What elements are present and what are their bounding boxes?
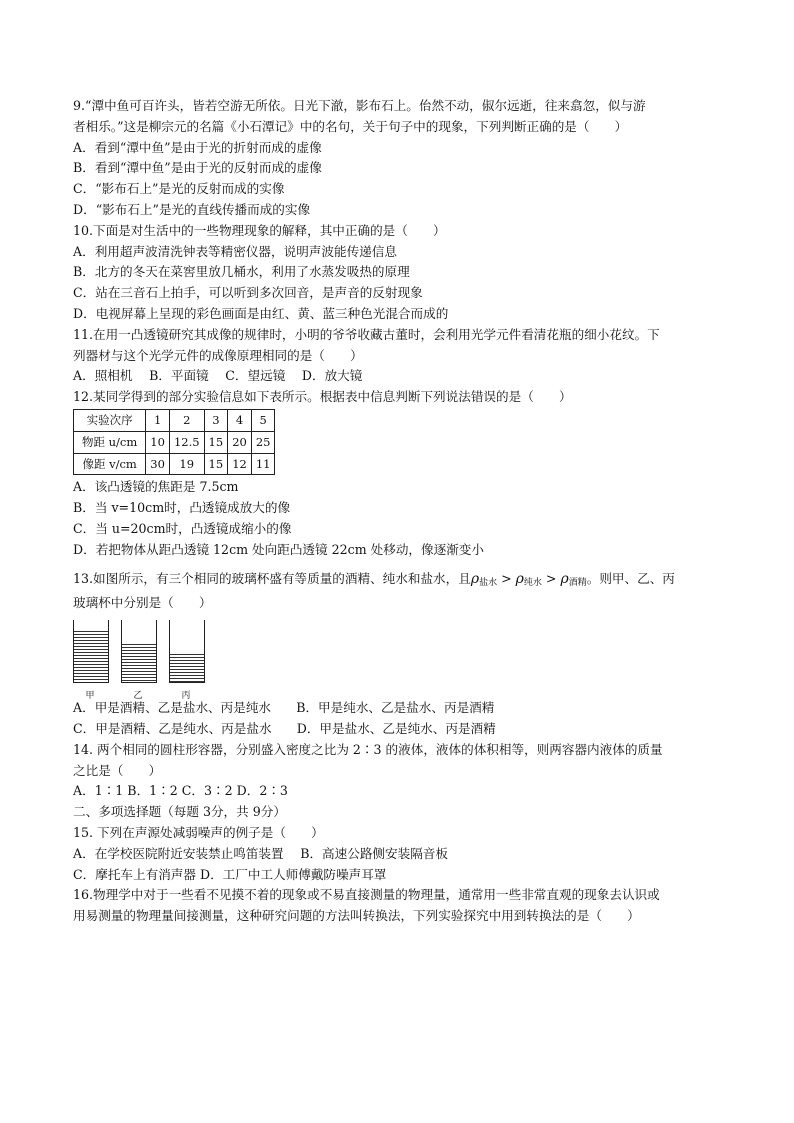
table-cell: 像距 v/cm xyxy=(74,453,146,475)
q14-stem-line2: 之比是（ ） xyxy=(73,762,162,778)
rho-sub-saltwater: 盐水 xyxy=(479,577,498,588)
table-cell: 11 xyxy=(251,453,275,475)
q14-options: A．1∶1 B．1∶2 C．3∶2 D．2∶3 xyxy=(73,783,288,799)
table-cell: 15 xyxy=(204,431,228,453)
rho-symbol: ρ xyxy=(470,570,480,587)
beaker-label: 丙 xyxy=(181,691,191,702)
q13-options-line2: C．甲是酒精、乙是纯水、丙是盐水 D．甲是盐水、乙是纯水、丙是酒精 xyxy=(73,720,496,736)
rho-symbol: ρ xyxy=(515,570,524,587)
rho-sub-water: 纯水 xyxy=(523,577,542,588)
q13-options-line1: A．甲是酒精、乙是盐水、丙是纯水 B．甲是纯水、乙是盐水、丙是酒精 xyxy=(73,700,495,716)
q9-option-d: D．“影布石上”是光的直线传播而成的实像 xyxy=(73,201,311,217)
table-cell: 19 xyxy=(169,453,204,475)
q9-stem-line1: 9.“潭中鱼可百许头，皆若空游无所依。日光下澈，影布石上。佁然不动，俶尔远逝，往来翕忽，似与游 xyxy=(73,98,646,113)
table-cell: 30 xyxy=(146,453,170,475)
q11-stem-line1: 11.在用一凸透镜研究其成像的规律时，小明的爷爷收藏古董时，会利用光学元件看清花瓶的细小花纹。下 xyxy=(73,326,660,342)
table-header-cell: 1 xyxy=(146,409,170,431)
table-cell: 20 xyxy=(228,431,252,453)
q15-options-line2: C．摩托车上有消声器 D．工厂中工人师傅戴防噪声耳罩 xyxy=(73,866,387,882)
q12-option-d: D．若把物体从距凸透镜 12cm 处向距凸透镜 22cm 处移动，像逐渐变小 xyxy=(73,541,484,557)
q15-options-line1: A．在学校医院附近安装禁止鸣笛装置 B．高速公路侧安装隔音板 xyxy=(73,845,448,861)
q16-stem-line1: 16.物理学中对于一些看不见摸不着的现象或不易直接测量的物理量，通常用一些非常直观的现象去认识或 xyxy=(73,887,660,903)
q12-option-c: C．当 u=20cm时，凸透镜成缩小的像 xyxy=(73,520,292,536)
beaker-label: 甲 xyxy=(85,691,95,702)
q14-stem-line1: 14. 两个相同的圆柱形容器，分别盛入密度之比为 2∶3 的液体，液体的体积相等，则两容器内液体的质量 xyxy=(73,741,663,757)
q12-stem: 12.某同学得到的部分实验信息如下表所示。根据表中信息判断下列说法错误的是（ ） xyxy=(73,389,572,405)
exam-content xyxy=(73,96,723,927)
q10-stem: 10.下面是对生活中的一些物理现象的解释，其中正确的是（ ） xyxy=(73,222,446,238)
q15-stem: 15. 下列在声源处减弱噪声的例子是（ ） xyxy=(73,824,324,840)
table-cell: 12 xyxy=(228,453,252,475)
q9-option-a: A．看到“潭中鱼”是由于光的折射而成的虚像 xyxy=(73,139,322,155)
q13-stem-line1 xyxy=(73,569,723,594)
q11-stem-line2: 列器材与这个光学元件的成像原理相同的是（ ） xyxy=(73,347,363,363)
table-header-cell: 4 xyxy=(228,409,252,431)
q10-option-a: A．利用超声波清洗钟表等精密仪器，说明声波能传递信息 xyxy=(73,243,397,259)
q10-option-d: D．电视屏幕上呈现的彩色画面是由红、黄、蓝三种色光混合而成的 xyxy=(73,305,449,321)
beaker-jia xyxy=(73,620,109,683)
table-row xyxy=(74,453,275,475)
table-row xyxy=(74,431,275,453)
q11-options: A．照相机 B．平面镜 C．望远镜 D．放大镜 xyxy=(73,368,363,384)
q13-stem-pre: 13.如图所示，有三个相同的玻璃杯盛有等质量的酒精、纯水和盐水，且 xyxy=(73,570,471,586)
q9-option-c: C．“影布石上”是光的反射而成的实像 xyxy=(73,181,285,197)
rho-symbol: ρ xyxy=(560,570,569,587)
rho-sub-alcohol: 酒精 xyxy=(568,577,587,588)
table-header-cell: 实验次序 xyxy=(74,409,146,431)
table-cell: 物距 u/cm xyxy=(74,431,146,453)
table-cell: 15 xyxy=(204,453,228,475)
beaker-liquid xyxy=(122,644,156,682)
q16-stem-line2: 用易测量的物理量间接测量，这种研究问题的方法叫转换法，下列实验探究中用到转换法的是（ ） xyxy=(73,908,640,924)
table-cell: 25 xyxy=(251,431,275,453)
beaker-figure xyxy=(73,620,723,702)
table-header-cell: 5 xyxy=(251,409,275,431)
table-cell: 12.5 xyxy=(169,431,204,453)
beaker-liquid xyxy=(170,654,204,682)
table-header-cell: 3 xyxy=(204,409,228,431)
q12-option-a: A．该凸透镜的焦距是 7.5cm xyxy=(73,479,239,495)
table-header-cell: 2 xyxy=(169,409,204,431)
q10-option-c: C．站在三音石上拍手，可以听到多次回音，是声音的反射现象 xyxy=(73,285,423,301)
q9-option-b: B．看到“潭中鱼”是由于光的反射而成的虚像 xyxy=(73,160,322,176)
table-cell: 10 xyxy=(146,431,170,453)
beaker-bing xyxy=(169,620,205,683)
q10-option-b: B．北方的冬天在菜窖里放几桶水，利用了水蒸发吸热的原理 xyxy=(73,264,410,280)
q13-stem-line2: 玻璃杯中分别是（ ） xyxy=(73,595,212,611)
gt-sign: > xyxy=(497,570,516,586)
experiment-table xyxy=(73,409,275,475)
q12-option-b: B．当 v=10cm时，凸透镜成放大的像 xyxy=(73,500,291,516)
beaker-liquid xyxy=(74,631,108,682)
q9-stem-line2: 者相乐。”这是柳宗元的名篇《小石潭记》中的名句，关于句子中的现象，下列判断正确的是（ ） xyxy=(73,118,628,134)
gt-sign: > xyxy=(541,570,561,586)
section-heading: 二、多项选择题（每题 3分，共 9分） xyxy=(73,804,286,820)
beaker-label: 乙 xyxy=(133,691,143,702)
beaker-yi xyxy=(121,620,157,683)
q13-stem-post: 。则甲、乙、丙 xyxy=(586,570,675,586)
table-header-row xyxy=(74,409,275,431)
